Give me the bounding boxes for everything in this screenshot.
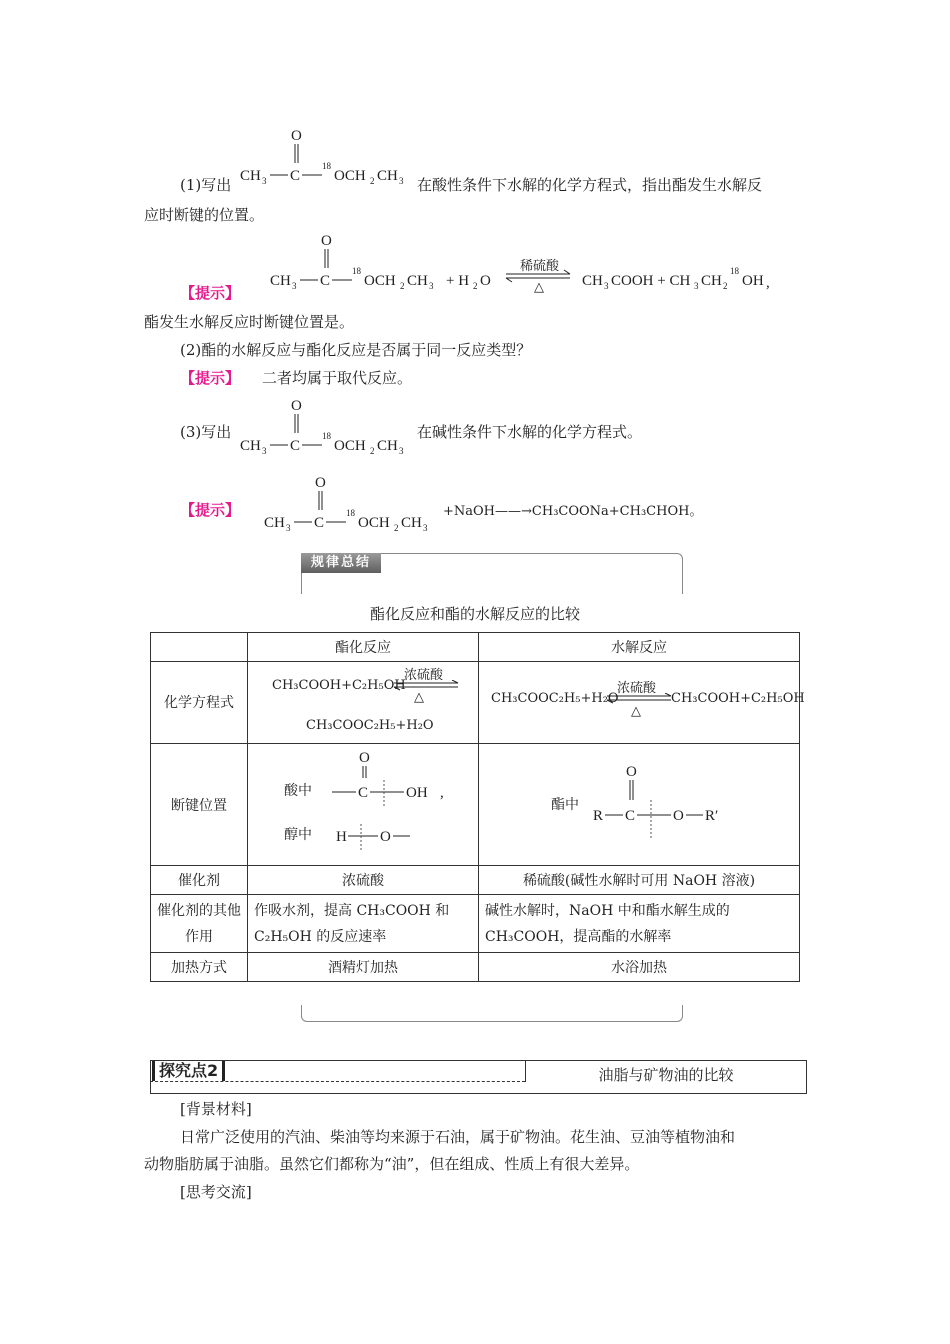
svg-text:3: 3: [423, 523, 428, 533]
hint1-label: 【提示】: [180, 284, 241, 302]
svg-text:CH: CH: [270, 273, 291, 289]
ester-eq-reactants: CH₃COOH+C₂H₅OH: [272, 677, 406, 693]
break-structures-acid-alcohol: [326, 746, 466, 864]
svg-text:OCH: OCH: [364, 273, 396, 289]
svg-text:CH: CH: [240, 438, 261, 454]
q3-prefix: (3)写出: [180, 423, 232, 441]
svg-text:2: 2: [370, 446, 375, 456]
svg-text:CH: CH: [582, 273, 603, 289]
svg-text:R: R: [593, 807, 604, 824]
svg-text:COOH + CH: COOH + CH: [611, 273, 691, 289]
header-hydrolysis: 水解反应: [479, 633, 800, 662]
svg-text:OCH: OCH: [334, 168, 366, 184]
break-alcohol-label: 醇中: [284, 826, 312, 843]
svg-text:O: O: [359, 749, 370, 766]
hydrolysis-role: 碱性水解时，NaOH 中和酯水解生成的 CH₃COOH，提高酯的水解率: [479, 895, 800, 953]
svg-text:3: 3: [262, 446, 267, 456]
svg-text:18: 18: [346, 508, 355, 518]
section2-dash: [150, 1081, 525, 1082]
svg-text:OH: OH: [406, 784, 428, 801]
hint3-label: 【提示】: [180, 501, 241, 519]
ester-eq-heat: △: [414, 689, 424, 705]
svg-text:O: O: [291, 128, 302, 144]
svg-text:C: C: [290, 438, 301, 454]
summary-badge: 规律总结: [301, 553, 381, 573]
q1-suffix: 在酸性条件下水解的化学方程式，指出酯发生水解反: [417, 176, 763, 194]
header-empty: [151, 633, 248, 662]
svg-text:18: 18: [322, 161, 331, 171]
q2-text: (2)酯的水解反应与酯化反应是否属于同一反应类型？: [180, 341, 532, 359]
svg-text:CH: CH: [240, 168, 261, 184]
hyd-eq-reactants: CH₃COOC₂H₅+H₂O: [491, 690, 619, 706]
background-label: [背景材料]: [180, 1100, 252, 1118]
background-text-line2: 动物脂肪属于油脂。虽然它们都称为“油”，但在组成、性质上有很大差异。: [144, 1155, 640, 1173]
esterification-heating: 酒精灯加热: [248, 953, 479, 982]
esterification-break-position: [248, 744, 479, 866]
svg-text:3: 3: [292, 281, 297, 291]
esterification-role: 作吸水剂，提高 CH₃COOH 和 C₂H₅OH 的反应速率: [248, 895, 479, 953]
hint1-after: 酯发生水解反应时断键位置是。: [144, 313, 355, 331]
svg-text:2: 2: [473, 281, 478, 291]
hyd-eq-products: CH₃COOH+C₂H₅OH: [671, 690, 805, 706]
svg-text:OCH: OCH: [334, 438, 366, 454]
svg-text:2: 2: [370, 176, 375, 186]
svg-text:3: 3: [604, 281, 609, 291]
svg-text:3: 3: [399, 176, 404, 186]
svg-text:2: 2: [400, 281, 405, 291]
ester-structure-q1: [238, 125, 418, 191]
svg-text:OH: OH: [742, 273, 764, 289]
q3-suffix: 在碱性条件下水解的化学方程式。: [417, 423, 643, 441]
section2-title: 油脂与矿物油的比较: [598, 1066, 734, 1084]
svg-text:3: 3: [262, 176, 267, 186]
hint1-catalyst: 稀硫酸: [520, 259, 560, 274]
svg-text:O: O: [321, 233, 332, 249]
ester-eq-arrow: [392, 680, 462, 692]
svg-text:18: 18: [322, 431, 331, 441]
svg-text:2: 2: [394, 523, 399, 533]
comparison-table: [150, 632, 805, 982]
row-break-label: 断键位置: [151, 744, 248, 866]
svg-text:+ H: + H: [446, 273, 470, 289]
svg-text:CH: CH: [264, 515, 285, 531]
esterification-catalyst: 浓硫酸: [248, 866, 479, 895]
think-label: [思考交流]: [180, 1183, 252, 1201]
hint2-label: 【提示】: [180, 369, 241, 387]
break-acid-label: 酸中: [284, 782, 312, 799]
summary-title: 酯化反应和酯的水解反应的比较: [369, 605, 580, 623]
svg-text:O: O: [291, 398, 302, 414]
background-text-line1: 日常广泛使用的汽油、柴油等均来源于石油，属于矿物油。花生油、豆油等植物油和: [180, 1128, 736, 1146]
row-equation-label: 化学方程式: [151, 662, 248, 744]
ester-structure-hint3: [262, 472, 442, 538]
svg-text:CH: CH: [407, 273, 428, 289]
svg-text:R′: R′: [705, 807, 719, 824]
hyd-eq-heat: △: [631, 703, 641, 719]
svg-text:O: O: [626, 763, 637, 780]
svg-text:2: 2: [723, 281, 728, 291]
svg-text:3: 3: [429, 281, 434, 291]
svg-text:3: 3: [399, 446, 404, 456]
q1-prefix: (1)写出: [180, 176, 232, 194]
ester-eq-catalyst: 浓硫酸: [404, 667, 444, 683]
row-catalyst-label: 催化剂: [151, 866, 248, 895]
svg-text:O: O: [480, 273, 491, 289]
header-esterification: 酯化反应: [248, 633, 479, 662]
hyd-eq-catalyst: 浓硫酸: [617, 680, 657, 696]
svg-text:CH: CH: [401, 515, 422, 531]
row-heating-label: 加热方式: [151, 953, 248, 982]
hydrolysis-equation: [479, 662, 805, 744]
svg-text:3: 3: [694, 281, 699, 291]
svg-text:C: C: [314, 515, 325, 531]
svg-text:OCH: OCH: [358, 515, 390, 531]
hydrolysis-catalyst: 稀硫酸(碱性水解时可用 NaOH 溶液): [479, 866, 800, 895]
ester-structure-q3: [238, 395, 418, 461]
svg-text:C: C: [625, 807, 636, 824]
section2-label: 探究点2: [152, 1061, 225, 1081]
svg-text:3: 3: [286, 523, 291, 533]
svg-text:C: C: [290, 168, 301, 184]
esterification-equation: [248, 662, 479, 744]
hint2-text: 二者均属于取代反应。: [262, 369, 413, 387]
svg-text:O: O: [673, 807, 684, 824]
svg-text:,: ,: [766, 275, 770, 291]
summary-frame-bottom: [301, 1005, 683, 1022]
svg-text:CH: CH: [377, 168, 398, 184]
row-role-label: 催化剂的其他作用: [151, 895, 248, 953]
hint1-heat: △: [534, 280, 544, 295]
break-ester-label: 酯中: [551, 796, 579, 813]
svg-text:H: H: [336, 828, 347, 845]
svg-text:18: 18: [352, 266, 361, 276]
svg-text:CH: CH: [377, 438, 398, 454]
hydrolysis-break-position: [479, 744, 800, 866]
hydrolysis-heating: 水浴加热: [479, 953, 800, 982]
svg-text:O: O: [380, 828, 391, 845]
ester-eq-products: CH₃COOC₂H₅+H₂O: [306, 717, 434, 733]
hint3-tail: +NaOH——→CH₃COONa+CH₃CHOH。: [443, 504, 703, 519]
svg-text:CH: CH: [701, 273, 722, 289]
q1-cont: 应时断键的位置。: [144, 206, 265, 224]
svg-text:O: O: [315, 475, 326, 491]
break-structure-ester: [589, 760, 739, 850]
svg-text:C: C: [358, 784, 369, 801]
svg-text:,: ,: [440, 784, 444, 801]
svg-text:18: 18: [730, 266, 739, 276]
svg-text:C: C: [320, 273, 331, 289]
